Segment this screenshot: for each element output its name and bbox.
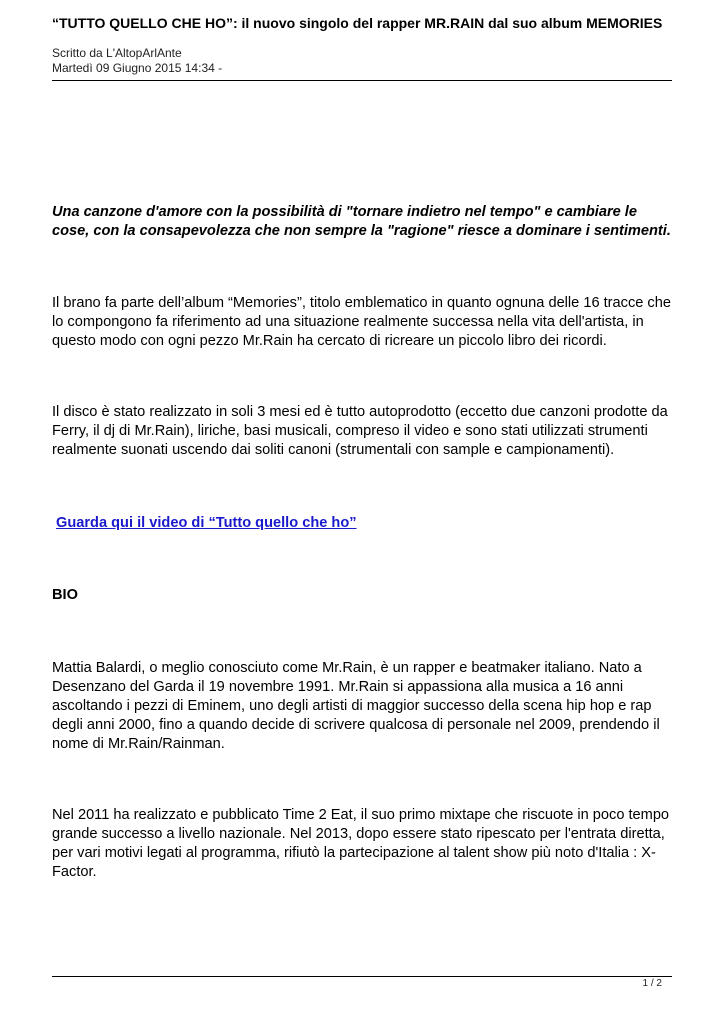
bio-heading: BIO <box>52 587 78 603</box>
footer-divider <box>52 976 672 977</box>
article-title: “TUTTO QUELLO CHE HO”: il nuovo singolo del rapper MR.RAIN dal suo album MEMORIES <box>52 15 663 31</box>
page-number: 1 / 2 <box>642 978 662 989</box>
video-link[interactable]: Guarda qui il video di “Tutto quello che ho” <box>56 515 357 531</box>
paragraph-memories: Il brano fa parte dell’album “Memories”, titolo emblematico in quanto ognuna delle 16 tracce che lo compongono fa riferimento ad una situazione realmente successa nella vita dell'artista, in questo modo con ogni pezzo Mr.Rain ha cercato di ricreare un piccolo libro dei ricordi. <box>52 295 671 349</box>
paragraph-career: Nel 2011 ha realizzato e pubblicato Time 2 Eat, il suo primo mixtape che riscuote in poco tempo grande successo a livello nazionale. Nel 2013, dopo essere stato ripescato per l'entrata diretta, per vari motivi legati al programma, rifiutò la partecipazione al talent show più noto d'Italia : X-Factor. <box>52 807 670 880</box>
article-meta <box>52 46 222 76</box>
date-line: Martedì 09 Giugno 2015 14:34 - <box>52 61 223 75</box>
paragraph-bio: Mattia Balardi, o meglio conosciuto come Mr.Rain, è un rapper e beatmaker italiano. Nato a Desenzano del Garda il 19 novembre 1991. Mr.Rain si appassiona alla musica a 16 anni ascoltando i pezzi di Eminem, uno degli artisti di maggior successo della scena hip hop e rap degli anni 2000, fino a quando decide di scrivere qualcosa di personale nel 2009, prendendo il nome di Mr.Rain/Rainman. <box>52 660 660 752</box>
article-lead: Una canzone d'amore con la possibilità di "tornare indietro nel tempo" e cambiare le cose, con la consapevolezza che non sempre la "ragione" riesce a dominare i sentimenti. <box>52 204 671 239</box>
paragraph-production: Il disco è stato realizzato in soli 3 mesi ed è tutto autoprodotto (eccetto due canzoni prodotte da Ferry, il dj di Mr.Rain), liriche, basi musicali, compreso il video e sono stati utilizzati strumenti realmente suonati uscendo dai soliti canoni (strumentali con sample e campionamenti). <box>52 404 668 458</box>
header-divider <box>52 80 672 81</box>
author-line: Scritto da L'AltopArlAnte <box>52 46 182 60</box>
